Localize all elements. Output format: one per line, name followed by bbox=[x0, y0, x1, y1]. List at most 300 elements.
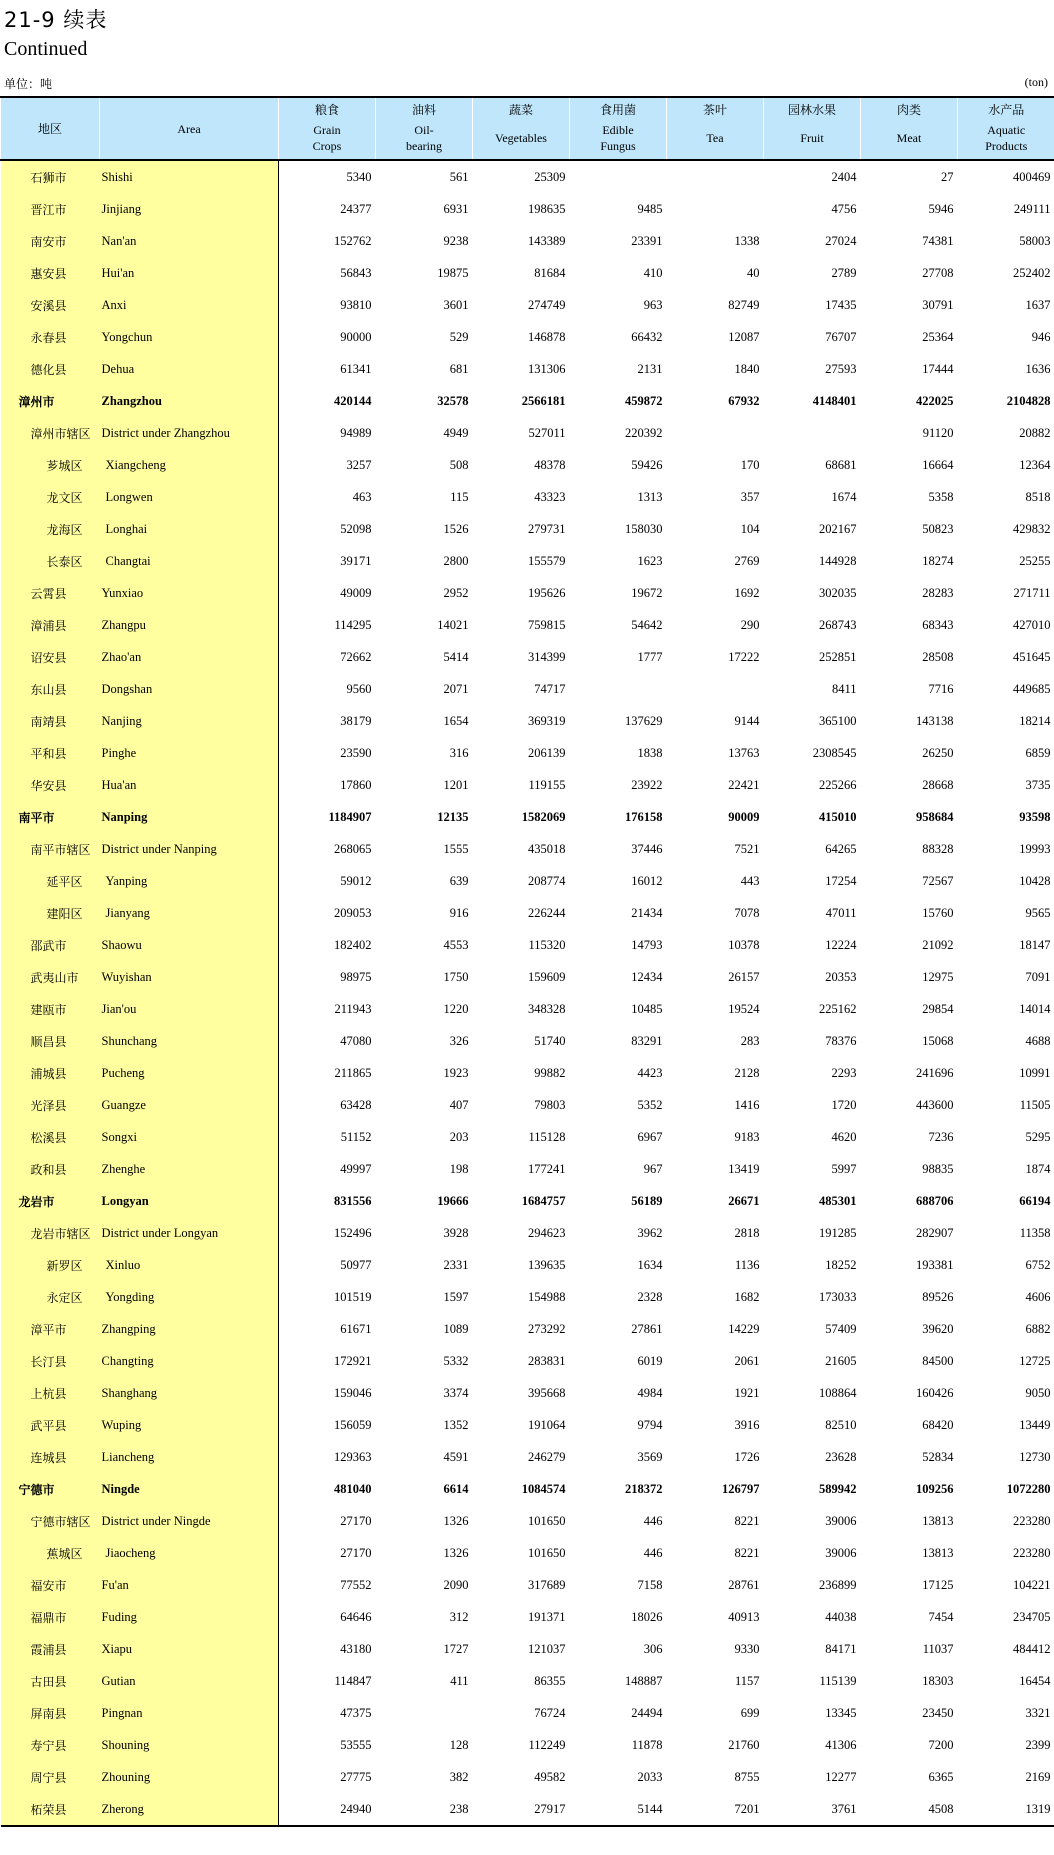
cell-fungus: 12434 bbox=[631, 969, 663, 984]
cell-oil: 2952 bbox=[443, 585, 469, 600]
cell-oil: 1923 bbox=[443, 1065, 469, 1080]
cell-oil: 1352 bbox=[443, 1417, 469, 1432]
table-row bbox=[1, 1537, 1054, 1569]
cell-fungus: 176158 bbox=[625, 809, 663, 824]
area-name-en: Pingnan bbox=[100, 1697, 279, 1729]
cell-aquatic: 7091 bbox=[1025, 969, 1051, 984]
column-header-meat: 肉类 Meat bbox=[861, 97, 958, 160]
cell-aquatic: 12364 bbox=[1019, 457, 1051, 472]
cell-meat: 25364 bbox=[922, 329, 954, 344]
cell-oil: 508 bbox=[449, 457, 469, 472]
cell-vegetables: 121037 bbox=[528, 1641, 566, 1656]
cell-tea bbox=[667, 193, 764, 225]
table-row bbox=[1, 673, 1054, 705]
cell-fruit: 1720 bbox=[831, 1097, 857, 1112]
cell-fungus: 21434 bbox=[631, 905, 663, 920]
cell-vegetables: 101650 bbox=[528, 1545, 566, 1560]
cell-aquatic: 6752 bbox=[1025, 1257, 1051, 1272]
cell-grain: 172921 bbox=[279, 1345, 376, 1377]
cell-fungus: 7158 bbox=[637, 1577, 663, 1592]
cell-tea: 28761 bbox=[728, 1577, 760, 1592]
table-row-city bbox=[1, 1473, 1054, 1505]
area-name-en: Zhao'an bbox=[100, 641, 279, 673]
cell-tea: 26157 bbox=[728, 969, 760, 984]
cell-oil: 1555 bbox=[443, 841, 469, 856]
cell-fungus: 83291 bbox=[631, 1033, 663, 1048]
cell-tea: 40 bbox=[747, 265, 760, 280]
cell-grain: 61341 bbox=[279, 353, 376, 385]
area-name-cn: 长汀县 bbox=[1, 1345, 100, 1377]
area-name-en: Xiangcheng bbox=[100, 449, 279, 481]
area-name-en: Wuping bbox=[100, 1409, 279, 1441]
table-row-city bbox=[1, 1185, 1054, 1217]
cell-fungus: 148887 bbox=[625, 1673, 663, 1688]
area-name-cn: 政和县 bbox=[1, 1153, 100, 1185]
cell-oil: 12135 bbox=[437, 809, 469, 824]
cell-aquatic: 10428 bbox=[1019, 873, 1051, 888]
cell-fruit: 82510 bbox=[825, 1417, 857, 1432]
area-name-en: Longhai bbox=[100, 513, 279, 545]
area-name-cn: 芗城区 bbox=[1, 449, 100, 481]
cell-fungus: 1838 bbox=[637, 745, 663, 760]
cell-fruit: 225162 bbox=[819, 1001, 857, 1016]
cell-tea: 357 bbox=[740, 489, 760, 504]
table-row bbox=[1, 1665, 1054, 1697]
cell-fungus: 24494 bbox=[631, 1705, 663, 1720]
cell-oil: 128 bbox=[449, 1737, 469, 1752]
cell-fruit: 4756 bbox=[831, 201, 857, 216]
cell-tea: 1338 bbox=[734, 233, 760, 248]
cell-fungus: 10485 bbox=[631, 1001, 663, 1016]
cell-vegetables: 25309 bbox=[534, 169, 566, 184]
area-name-en: Nanping bbox=[100, 801, 279, 833]
area-name-cn: 安溪县 bbox=[1, 289, 100, 321]
cell-grain: 64646 bbox=[279, 1601, 376, 1633]
cell-vegetables: 294623 bbox=[528, 1225, 566, 1240]
table-row bbox=[1, 993, 1054, 1025]
cell-fungus: 1777 bbox=[637, 649, 663, 664]
area-name-cn: 平和县 bbox=[1, 737, 100, 769]
area-name-cn: 南平市 bbox=[1, 801, 100, 833]
cell-tea: 13763 bbox=[728, 745, 760, 760]
cell-tea: 1682 bbox=[734, 1289, 760, 1304]
cell-fungus: 6019 bbox=[637, 1353, 663, 1368]
unit-label-cn: 单位：吨 bbox=[4, 77, 53, 91]
cell-tea: 17222 bbox=[728, 649, 760, 664]
cell-grain: 77552 bbox=[279, 1569, 376, 1601]
area-name-cn: 德化县 bbox=[1, 353, 100, 385]
area-name-cn: 长泰区 bbox=[1, 545, 100, 577]
cell-tea: 22421 bbox=[728, 777, 760, 792]
table-title-en: Continued bbox=[4, 38, 88, 60]
cell-meat: 50823 bbox=[922, 521, 954, 536]
cell-vegetables: 369319 bbox=[528, 713, 566, 728]
cell-vegetables: 191064 bbox=[528, 1417, 566, 1432]
area-name-cn: 永定区 bbox=[1, 1281, 100, 1313]
cell-fungus: 54642 bbox=[631, 617, 663, 632]
cell-aquatic: 451645 bbox=[1013, 649, 1051, 664]
area-name-cn: 周宁县 bbox=[1, 1761, 100, 1793]
cell-aquatic: 5295 bbox=[1025, 1129, 1051, 1144]
cell-aquatic: 2104828 bbox=[1006, 393, 1051, 408]
cell-grain: 94989 bbox=[279, 417, 376, 449]
cell-fruit: 191285 bbox=[819, 1225, 857, 1240]
cell-oil: 4949 bbox=[443, 425, 469, 440]
cell-aquatic: 13449 bbox=[1019, 1417, 1051, 1432]
area-name-cn: 永春县 bbox=[1, 321, 100, 353]
cell-vegetables: 99882 bbox=[534, 1065, 566, 1080]
cell-vegetables: 2566181 bbox=[521, 393, 566, 408]
cell-aquatic: 4688 bbox=[1025, 1033, 1051, 1048]
cell-vegetables: 348328 bbox=[528, 1001, 566, 1016]
cell-meat: 5946 bbox=[928, 201, 954, 216]
cell-fungus: 66432 bbox=[631, 329, 663, 344]
area-name-en: Longyan bbox=[100, 1185, 279, 1217]
table-row bbox=[1, 1409, 1054, 1441]
area-name-cn: 武夷山市 bbox=[1, 961, 100, 993]
cell-oil: 382 bbox=[449, 1769, 469, 1784]
cell-vegetables: 43323 bbox=[534, 489, 566, 504]
area-name-cn: 连城县 bbox=[1, 1441, 100, 1473]
cell-meat: 28508 bbox=[922, 649, 954, 664]
cell-vegetables: 51740 bbox=[534, 1033, 566, 1048]
cell-oil: 203 bbox=[449, 1129, 469, 1144]
column-header-tea: 茶叶 Tea bbox=[667, 97, 764, 160]
table-row bbox=[1, 449, 1054, 481]
cell-grain: 152496 bbox=[279, 1217, 376, 1249]
cell-aquatic: 9050 bbox=[1025, 1385, 1051, 1400]
area-name-en: Shanghang bbox=[100, 1377, 279, 1409]
cell-aquatic: 6882 bbox=[1025, 1321, 1051, 1336]
cell-grain: 63428 bbox=[279, 1089, 376, 1121]
cell-fungus: 37446 bbox=[631, 841, 663, 856]
cell-vegetables: 81684 bbox=[534, 265, 566, 280]
cell-fungus: 220392 bbox=[625, 425, 663, 440]
column-header-grain: 粮食 Grain Crops bbox=[279, 97, 376, 160]
area-name-en: Wuyishan bbox=[100, 961, 279, 993]
area-name-en: District under Nanping bbox=[100, 833, 279, 865]
cell-grain: 17860 bbox=[279, 769, 376, 801]
cell-fungus: 9794 bbox=[637, 1417, 663, 1432]
cell-meat: 39620 bbox=[922, 1321, 954, 1336]
cell-fruit: 3761 bbox=[764, 1793, 861, 1826]
cell-meat: 17125 bbox=[922, 1577, 954, 1592]
cell-aquatic: 14014 bbox=[1019, 1001, 1051, 1016]
cell-oil: 3601 bbox=[443, 297, 469, 312]
cell-oil: 2800 bbox=[443, 553, 469, 568]
cell-fruit: 144928 bbox=[819, 553, 857, 568]
cell-oil: 115 bbox=[450, 489, 469, 504]
cell-tea: 290 bbox=[740, 617, 760, 632]
cell-grain: 39171 bbox=[279, 545, 376, 577]
cell-grain: 114847 bbox=[279, 1665, 376, 1697]
area-name-cn: 龙岩市辖区 bbox=[1, 1217, 100, 1249]
area-name-en: Shouning bbox=[100, 1729, 279, 1761]
area-name-en: District under Ningde bbox=[100, 1505, 279, 1537]
area-name-en: Yongding bbox=[100, 1281, 279, 1313]
cell-vegetables: 74717 bbox=[534, 681, 566, 696]
cell-fungus: 23922 bbox=[631, 777, 663, 792]
cell-aquatic: 11505 bbox=[1019, 1097, 1051, 1112]
cell-grain: 129363 bbox=[279, 1441, 376, 1473]
cell-oil: 5332 bbox=[443, 1353, 469, 1368]
cell-fungus: 963 bbox=[643, 297, 663, 312]
cell-vegetables: 395668 bbox=[528, 1385, 566, 1400]
area-name-cn: 浦城县 bbox=[1, 1057, 100, 1089]
area-name-cn: 新罗区 bbox=[1, 1249, 100, 1281]
cell-vegetables: 155579 bbox=[528, 553, 566, 568]
cell-fungus: 5144 bbox=[570, 1793, 667, 1826]
cell-meat: 7454 bbox=[928, 1609, 954, 1624]
cell-fruit: 589942 bbox=[819, 1481, 857, 1496]
cell-vegetables: 86355 bbox=[534, 1673, 566, 1688]
cell-tea: 3916 bbox=[734, 1417, 760, 1432]
statistics-table bbox=[0, 96, 1054, 1827]
area-name-en: Shunchang bbox=[100, 1025, 279, 1057]
table-row-city bbox=[1, 801, 1054, 833]
cell-vegetables: 279731 bbox=[528, 521, 566, 536]
cell-tea: 2128 bbox=[734, 1065, 760, 1080]
table-row bbox=[1, 1441, 1054, 1473]
table-row bbox=[1, 833, 1054, 865]
cell-vegetables: 435018 bbox=[528, 841, 566, 856]
column-header-area-en: Area bbox=[100, 97, 279, 160]
table-row bbox=[1, 1377, 1054, 1409]
cell-meat: 6365 bbox=[928, 1769, 954, 1784]
cell-tea: 19524 bbox=[728, 1001, 760, 1016]
cell-meat: 28283 bbox=[922, 585, 954, 600]
cell-vegetables: 119155 bbox=[528, 777, 566, 792]
cell-grain: 43180 bbox=[279, 1633, 376, 1665]
cell-oil: 2071 bbox=[443, 681, 469, 696]
cell-fruit: 236899 bbox=[819, 1577, 857, 1592]
table-body bbox=[1, 160, 1054, 1826]
cell-fruit: 18252 bbox=[825, 1257, 857, 1272]
cell-vegetables: 76724 bbox=[534, 1705, 566, 1720]
cell-oil: 1727 bbox=[443, 1641, 469, 1656]
area-name-en: Changting bbox=[100, 1345, 279, 1377]
table-row bbox=[1, 289, 1054, 321]
cell-fruit: 39006 bbox=[825, 1545, 857, 1560]
area-name-cn: 漳平市 bbox=[1, 1313, 100, 1345]
cell-aquatic: 93598 bbox=[1019, 809, 1051, 824]
area-name-cn: 福鼎市 bbox=[1, 1601, 100, 1633]
cell-meat: 7716 bbox=[928, 681, 954, 696]
table-row bbox=[1, 705, 1054, 737]
area-name-en: Jianyang bbox=[100, 897, 279, 929]
cell-tea: 21760 bbox=[728, 1737, 760, 1752]
cell-vegetables: 154988 bbox=[528, 1289, 566, 1304]
cell-fungus: 4423 bbox=[637, 1065, 663, 1080]
area-name-cn: 漳浦县 bbox=[1, 609, 100, 641]
cell-fruit: 173033 bbox=[819, 1289, 857, 1304]
cell-fungus: 2131 bbox=[637, 361, 663, 376]
area-name-cn: 龙海区 bbox=[1, 513, 100, 545]
cell-oil: 19875 bbox=[437, 265, 469, 280]
cell-tea: 2818 bbox=[734, 1225, 760, 1240]
cell-oil: 1526 bbox=[443, 521, 469, 536]
table-header bbox=[1, 97, 1054, 160]
table-row bbox=[1, 257, 1054, 289]
table-row bbox=[1, 1569, 1054, 1601]
cell-aquatic: 1637 bbox=[1025, 297, 1051, 312]
cell-aquatic: 1319 bbox=[958, 1793, 1054, 1826]
area-name-cn: 南靖县 bbox=[1, 705, 100, 737]
cell-fungus: 3962 bbox=[637, 1225, 663, 1240]
table-row bbox=[1, 1793, 1054, 1826]
area-name-cn: 上杭县 bbox=[1, 1377, 100, 1409]
table-row bbox=[1, 641, 1054, 673]
cell-oil: 4553 bbox=[443, 937, 469, 952]
cell-fungus: 6967 bbox=[637, 1129, 663, 1144]
area-name-en: Hui'an bbox=[100, 257, 279, 289]
area-name-cn: 华安县 bbox=[1, 769, 100, 801]
cell-aquatic: 484412 bbox=[1013, 1641, 1051, 1656]
table-row bbox=[1, 1505, 1054, 1537]
area-name-en: Shishi bbox=[100, 160, 279, 193]
cell-meat: 91120 bbox=[922, 425, 954, 440]
cell-oil: 14021 bbox=[437, 617, 469, 632]
area-name-cn: 惠安县 bbox=[1, 257, 100, 289]
cell-aquatic: 66194 bbox=[1019, 1193, 1051, 1208]
cell-grain: 24940 bbox=[279, 1793, 376, 1826]
cell-oil: 9238 bbox=[443, 233, 469, 248]
column-header-vegetables: 蔬菜 Vegetables bbox=[473, 97, 570, 160]
cell-fruit: 78376 bbox=[825, 1033, 857, 1048]
area-name-en: Jinjiang bbox=[100, 193, 279, 225]
cell-vegetables: 131306 bbox=[528, 361, 566, 376]
cell-fungus: 16012 bbox=[631, 873, 663, 888]
table-row bbox=[1, 769, 1054, 801]
cell-tea: 7201 bbox=[667, 1793, 764, 1826]
cell-tea: 1692 bbox=[734, 585, 760, 600]
cell-fungus: 11878 bbox=[631, 1737, 663, 1752]
cell-tea: 1726 bbox=[734, 1449, 760, 1464]
cell-tea: 2769 bbox=[734, 553, 760, 568]
area-name-en: Changtai bbox=[100, 545, 279, 577]
cell-aquatic: 11358 bbox=[1019, 1225, 1051, 1240]
cell-grain: 24377 bbox=[279, 193, 376, 225]
area-name-en: Yongchun bbox=[100, 321, 279, 353]
cell-meat: 193381 bbox=[916, 1257, 954, 1272]
area-name-cn: 宁德市辖区 bbox=[1, 1505, 100, 1537]
cell-tea: 9144 bbox=[734, 713, 760, 728]
cell-oil: 4591 bbox=[443, 1449, 469, 1464]
cell-vegetables: 191371 bbox=[528, 1609, 566, 1624]
cell-fruit: 84171 bbox=[825, 1641, 857, 1656]
cell-oil: 6931 bbox=[443, 201, 469, 216]
cell-grain: 5340 bbox=[279, 160, 376, 193]
cell-fruit: 47011 bbox=[825, 905, 857, 920]
table-row bbox=[1, 225, 1054, 257]
area-name-en: Dehua bbox=[100, 353, 279, 385]
cell-fruit: 252851 bbox=[819, 649, 857, 664]
cell-vegetables: 195626 bbox=[528, 585, 566, 600]
cell-oil: 1326 bbox=[443, 1545, 469, 1560]
area-name-en: Pinghe bbox=[100, 737, 279, 769]
cell-vegetables: 143389 bbox=[528, 233, 566, 248]
area-name-en: Xinluo bbox=[100, 1249, 279, 1281]
cell-vegetables: 759815 bbox=[528, 617, 566, 632]
cell-oil: 1220 bbox=[443, 1001, 469, 1016]
area-name-cn: 建瓯市 bbox=[1, 993, 100, 1025]
cell-fruit: 17435 bbox=[825, 297, 857, 312]
cell-meat: 29854 bbox=[922, 1001, 954, 1016]
cell-fungus: 3569 bbox=[637, 1449, 663, 1464]
table-row bbox=[1, 1025, 1054, 1057]
cell-meat: 74381 bbox=[922, 233, 954, 248]
cell-aquatic: 223280 bbox=[1013, 1513, 1051, 1528]
table-row bbox=[1, 321, 1054, 353]
cell-aquatic: 429832 bbox=[1013, 521, 1051, 536]
cell-grain: 156059 bbox=[279, 1409, 376, 1441]
cell-oil: 1326 bbox=[443, 1513, 469, 1528]
cell-vegetables: 208774 bbox=[528, 873, 566, 888]
cell-vegetables: 48378 bbox=[534, 457, 566, 472]
area-name-en: Guangze bbox=[100, 1089, 279, 1121]
cell-fruit: 39006 bbox=[825, 1513, 857, 1528]
area-name-en: Fu'an bbox=[100, 1569, 279, 1601]
cell-fruit: 21605 bbox=[825, 1353, 857, 1368]
cell-aquatic: 4606 bbox=[1025, 1289, 1051, 1304]
cell-fruit: 268743 bbox=[819, 617, 857, 632]
cell-fruit: 76707 bbox=[825, 329, 857, 344]
cell-fruit: 1674 bbox=[831, 489, 857, 504]
cell-fungus: 19672 bbox=[631, 585, 663, 600]
table-row bbox=[1, 417, 1054, 449]
cell-vegetables: 527011 bbox=[528, 425, 566, 440]
area-name-en: Liancheng bbox=[100, 1441, 279, 1473]
cell-aquatic: 18214 bbox=[1019, 713, 1051, 728]
cell-meat: 13813 bbox=[922, 1513, 954, 1528]
table-row bbox=[1, 1345, 1054, 1377]
cell-grain: 51152 bbox=[279, 1121, 376, 1153]
cell-grain: 101519 bbox=[279, 1281, 376, 1313]
cell-fruit: 415010 bbox=[819, 809, 857, 824]
cell-fungus: 18026 bbox=[631, 1609, 663, 1624]
cell-fruit: 8411 bbox=[831, 681, 857, 696]
cell-fungus: 306 bbox=[643, 1641, 663, 1656]
cell-grain: 152762 bbox=[279, 225, 376, 257]
cell-fruit: 12224 bbox=[825, 937, 857, 952]
area-name-cn: 石狮市 bbox=[1, 160, 100, 193]
cell-meat: 15068 bbox=[922, 1033, 954, 1048]
table-row bbox=[1, 1761, 1054, 1793]
cell-meat: 5358 bbox=[928, 489, 954, 504]
cell-tea: 9183 bbox=[734, 1129, 760, 1144]
cell-meat: 27 bbox=[941, 169, 954, 184]
cell-aquatic: 1072280 bbox=[1006, 1481, 1051, 1496]
cell-fungus: 446 bbox=[643, 1545, 663, 1560]
cell-meat: 30791 bbox=[922, 297, 954, 312]
cell-fungus: 23391 bbox=[631, 233, 663, 248]
cell-fruit: 2789 bbox=[831, 265, 857, 280]
cell-grain: 463 bbox=[279, 481, 376, 513]
cell-meat: 98835 bbox=[922, 1161, 954, 1176]
cell-tea: 1921 bbox=[734, 1385, 760, 1400]
cell-aquatic: 1874 bbox=[1025, 1161, 1051, 1176]
area-name-cn: 屏南县 bbox=[1, 1697, 100, 1729]
cell-grain: 420144 bbox=[279, 385, 376, 417]
cell-oil: 3374 bbox=[443, 1385, 469, 1400]
cell-grain: 27170 bbox=[279, 1505, 376, 1537]
cell-tea: 26671 bbox=[728, 1193, 760, 1208]
table-row bbox=[1, 961, 1054, 993]
area-name-en: Longwen bbox=[100, 481, 279, 513]
cell-vegetables: 1582069 bbox=[521, 809, 566, 824]
cell-tea: 1157 bbox=[734, 1673, 760, 1688]
cell-grain: 38179 bbox=[279, 705, 376, 737]
